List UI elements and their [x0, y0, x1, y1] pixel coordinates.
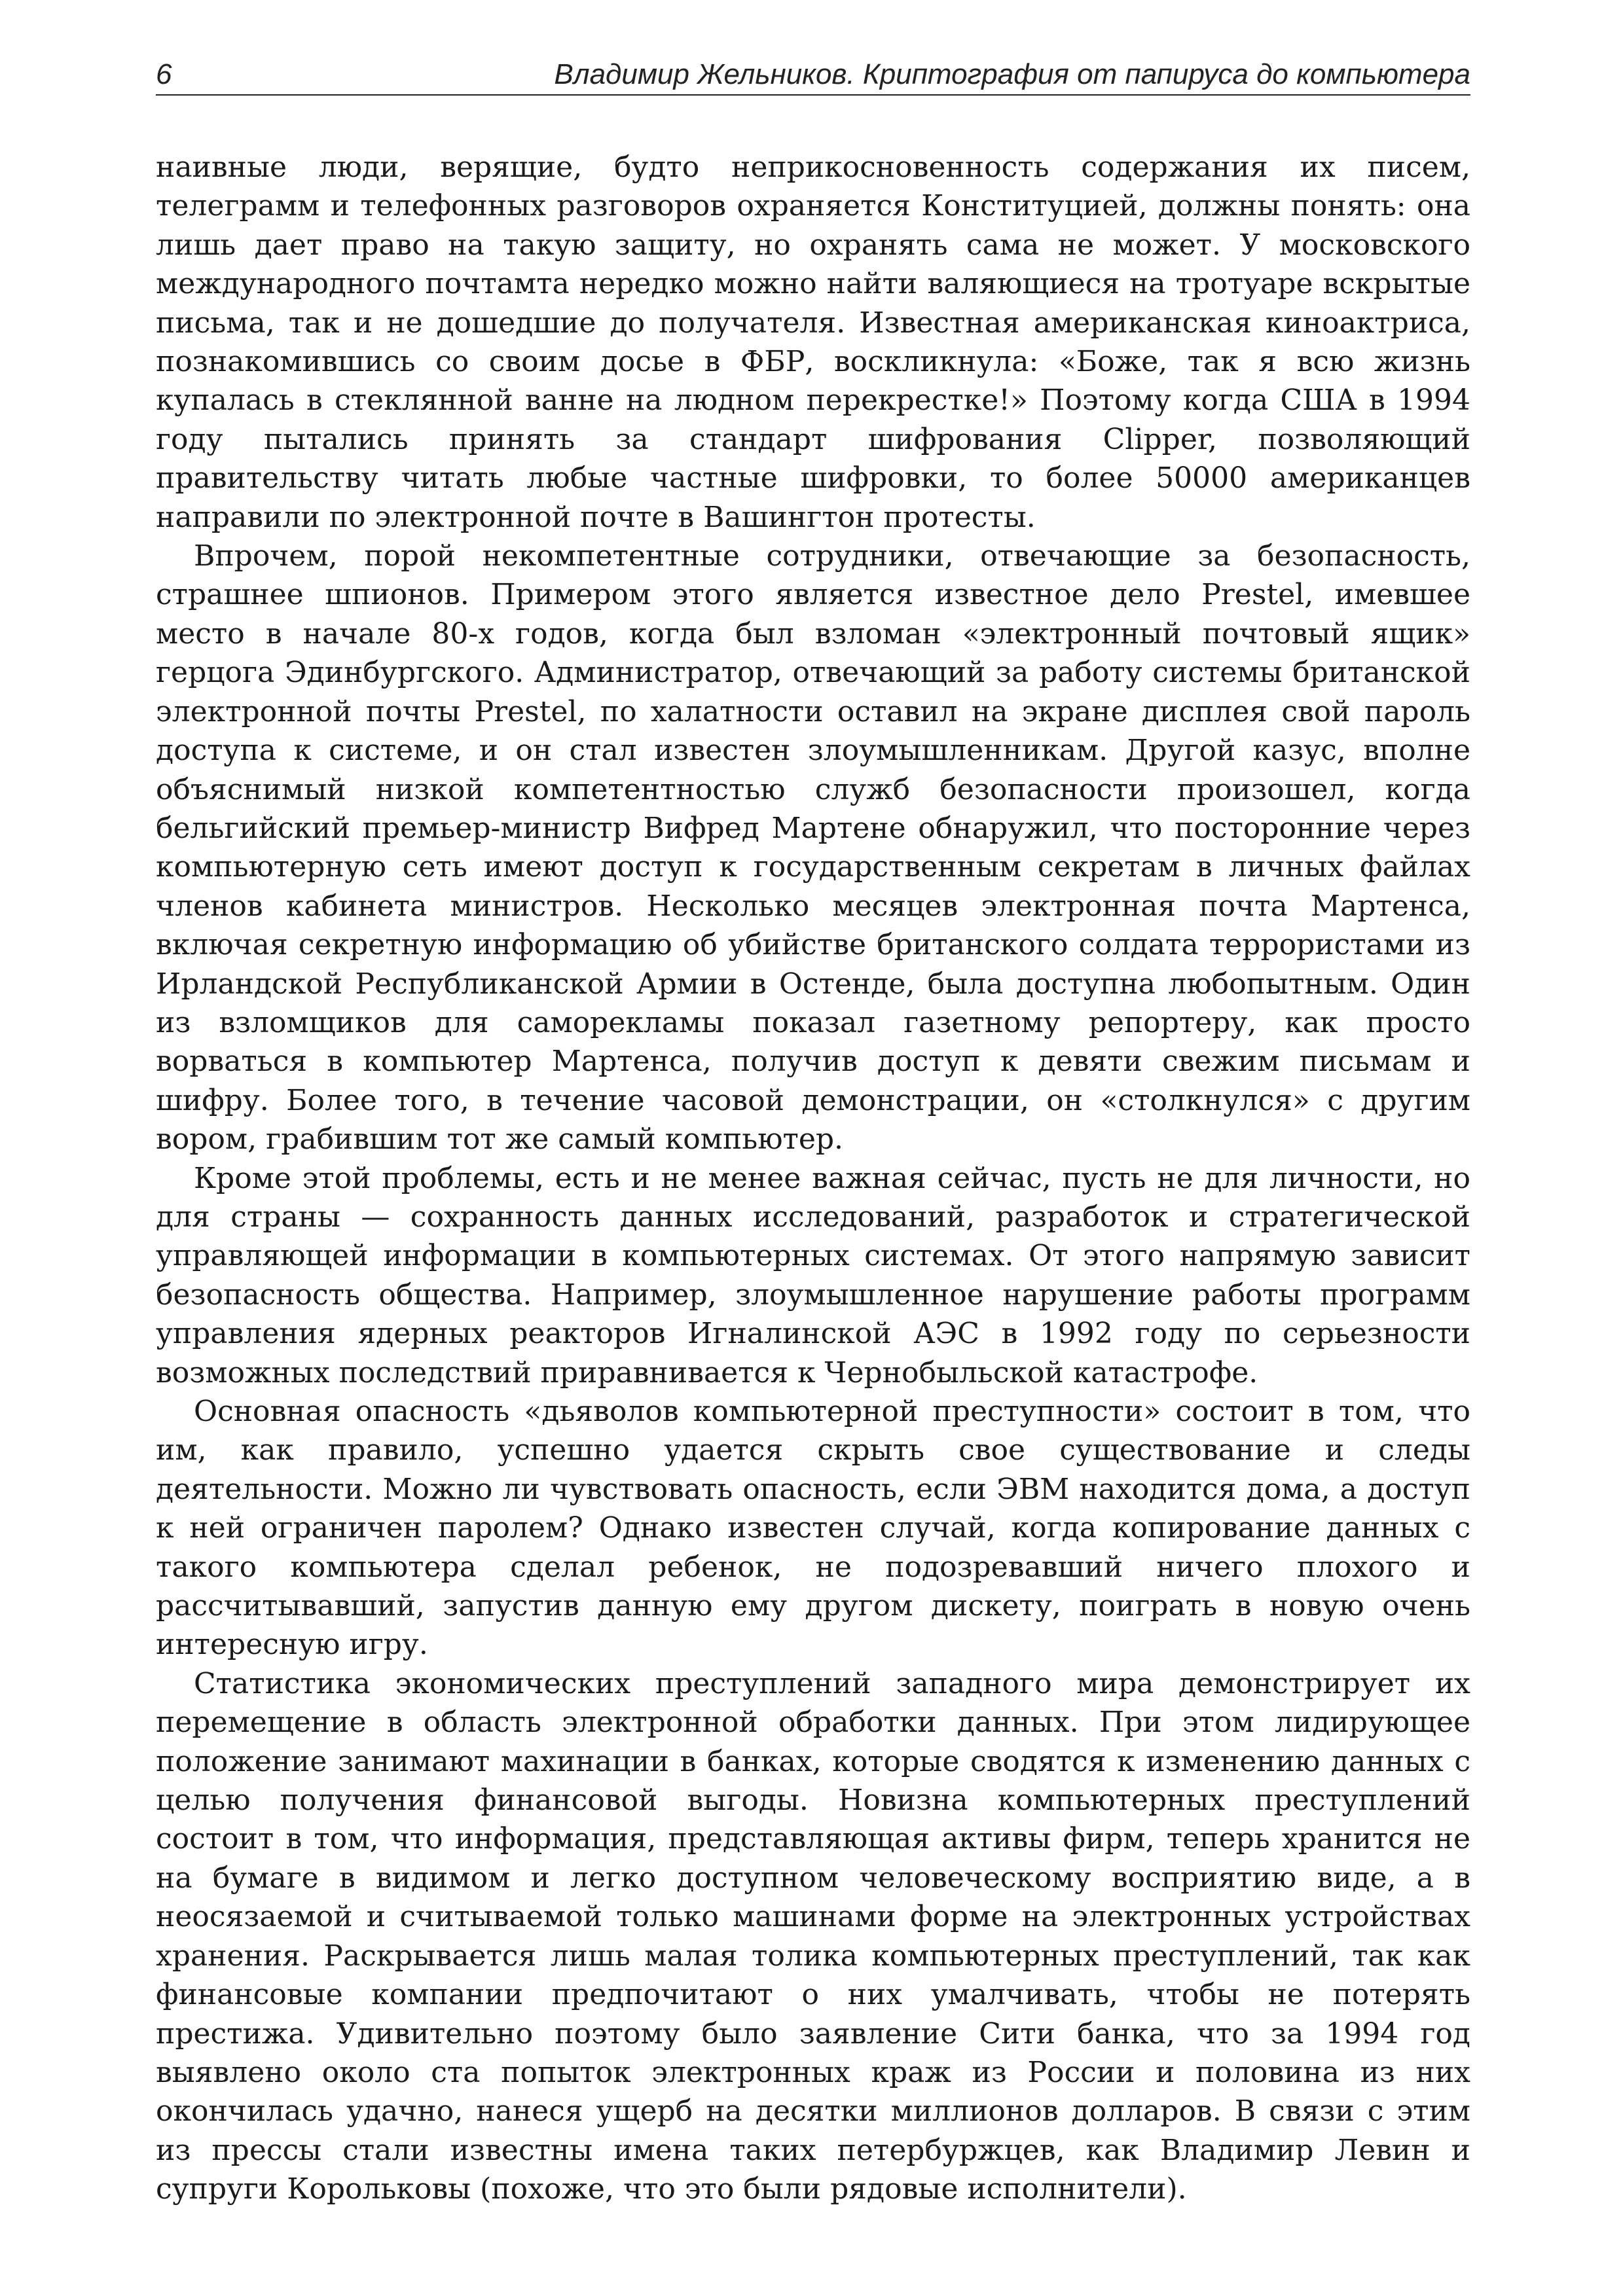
page-header — [156, 55, 1470, 96]
running-title: Владимир Жельников. Криптография от папируса до компьютера — [554, 58, 1470, 90]
body-text — [156, 148, 1470, 2209]
paragraph-main-danger: Основная опасность «дьяволов компьютерной преступности» состоит в том, что им, как правило, успешно удается скрыть свое существование и следы деятельности. Можно ли чувствовать опасность, если ЭВМ находится дома, а доступ к ней ограничен паролем? Однако известен случай, когда копирование данных с такого компьютера сделал ребенок, не подозревавший ничего плохого и рассчитывавший, запустив данную ему другом дискету, поиграть в новую очень интересную игру. — [156, 1395, 1470, 1662]
page-number: 6 — [156, 58, 172, 90]
paragraph-economic-crimes: Статистика экономических преступлений западного мира демонстрирует их перемещение в область электронной обработки данных. При этом лидирующее положение занимают махинации в банках, которые сводятся к изменению данных с целью получения финансовой выгоды. Новизна компьютерных преступлений состоит в том, что информация, представляющая активы фирм, теперь хранится не на бумаге в видимом и легко доступном человеческому восприятию виде, а в неосязаемой и считываемой только машинами форме на электронных устройствах хранения. Раскрывается лишь малая толика компьютерных преступлений, так как финансовые компании предпочитают о них умалчивать, чтобы не потерять престижа. Удивительно поэтому было заявление Сити банка, что за 1994 год выявлено около ста попыток электронных краж из России и половина из них окончилась удачно, нанеся ущерб на десятки миллионов долларов. В связи с этим из прессы стали известны имена таких петербуржцев, как Владимир Левин и супруги Корольковы (похоже, что это были рядовые исполнители). — [156, 1666, 1470, 2206]
paragraph-national-security: Кроме этой проблемы, есть и не менее важная сейчас, пусть не для личности, но для страны — сохранность данных исследований, разработок и стратегической управляющей информации в компьютерных системах. От этого напрямую зависит безопасность общества. Например, злоумышленное нарушение работы программ управления ядерных реакторов Игналинской АЭС в 1992 году по серьезности возможных последствий приравнивается к Чернобыльской катастрофе. — [156, 1161, 1470, 1390]
paragraph-continuation: наивные люди, верящие, будто неприкосновенность содержания их писем, телеграмм и телефонных разговоров охраняется Конституцией, должны понять: она лишь дает право на такую защиту, но охранять сама не может. У московского международного почтамта нередко можно найти валяющиеся на тротуаре вскрытые письма, так и не дошедшие до получателя. Известная американская киноактриса, познакомившись со своим досье в ФБР, воскликнула: «Боже, так я всю жизнь купалась в стеклянной ванне на людном перекрестке!» Поэтому когда США в 1994 году пытались принять за стандарт шифрования Clipper, позволяющий правительству читать любые частные шифровки, то более 50000 американцев направили по электронной почте в Вашингтон протесты. — [156, 151, 1470, 534]
paragraph-prestel-case: Впрочем, порой некомпетентные сотрудники, отвечающие за безопасность, страшнее шпионов. Примером этого является известное дело Prestel, имевшее место в начале 80-х годов, когда был взломан «электронный почтовый ящик» герцога Эдинбургского. Администратор, отвечающий за работу системы британской электронной почты Prestel, по халатности оставил на экране дисплея свой пароль доступа к системе, и он стал известен злоумышленникам. Другой казус, вполне объяснимый низкой компетентностью служб безопасности произошел, когда бельгийский премьер-министр Вифред Мартене обнаружил, что посторонние через компьютерную сеть имеют доступ к государственным секретам в личных файлах членов кабинета министров. Несколько месяцев электронная почта Мартенса, включая секретную информацию об убийстве британского солдата террористами из Ирландской Республиканской Армии в Остенде, была доступна любопытным. Один из взломщиков для саморекламы показал газетному репортеру, как просто ворваться в компьютер Мартенса, получив доступ к девяти свежим письмам и шифру. Более того, в течение часовой демонстрации, он «столкнулся» с другим вором, грабившим тот же самый компьютер. — [156, 539, 1470, 1157]
